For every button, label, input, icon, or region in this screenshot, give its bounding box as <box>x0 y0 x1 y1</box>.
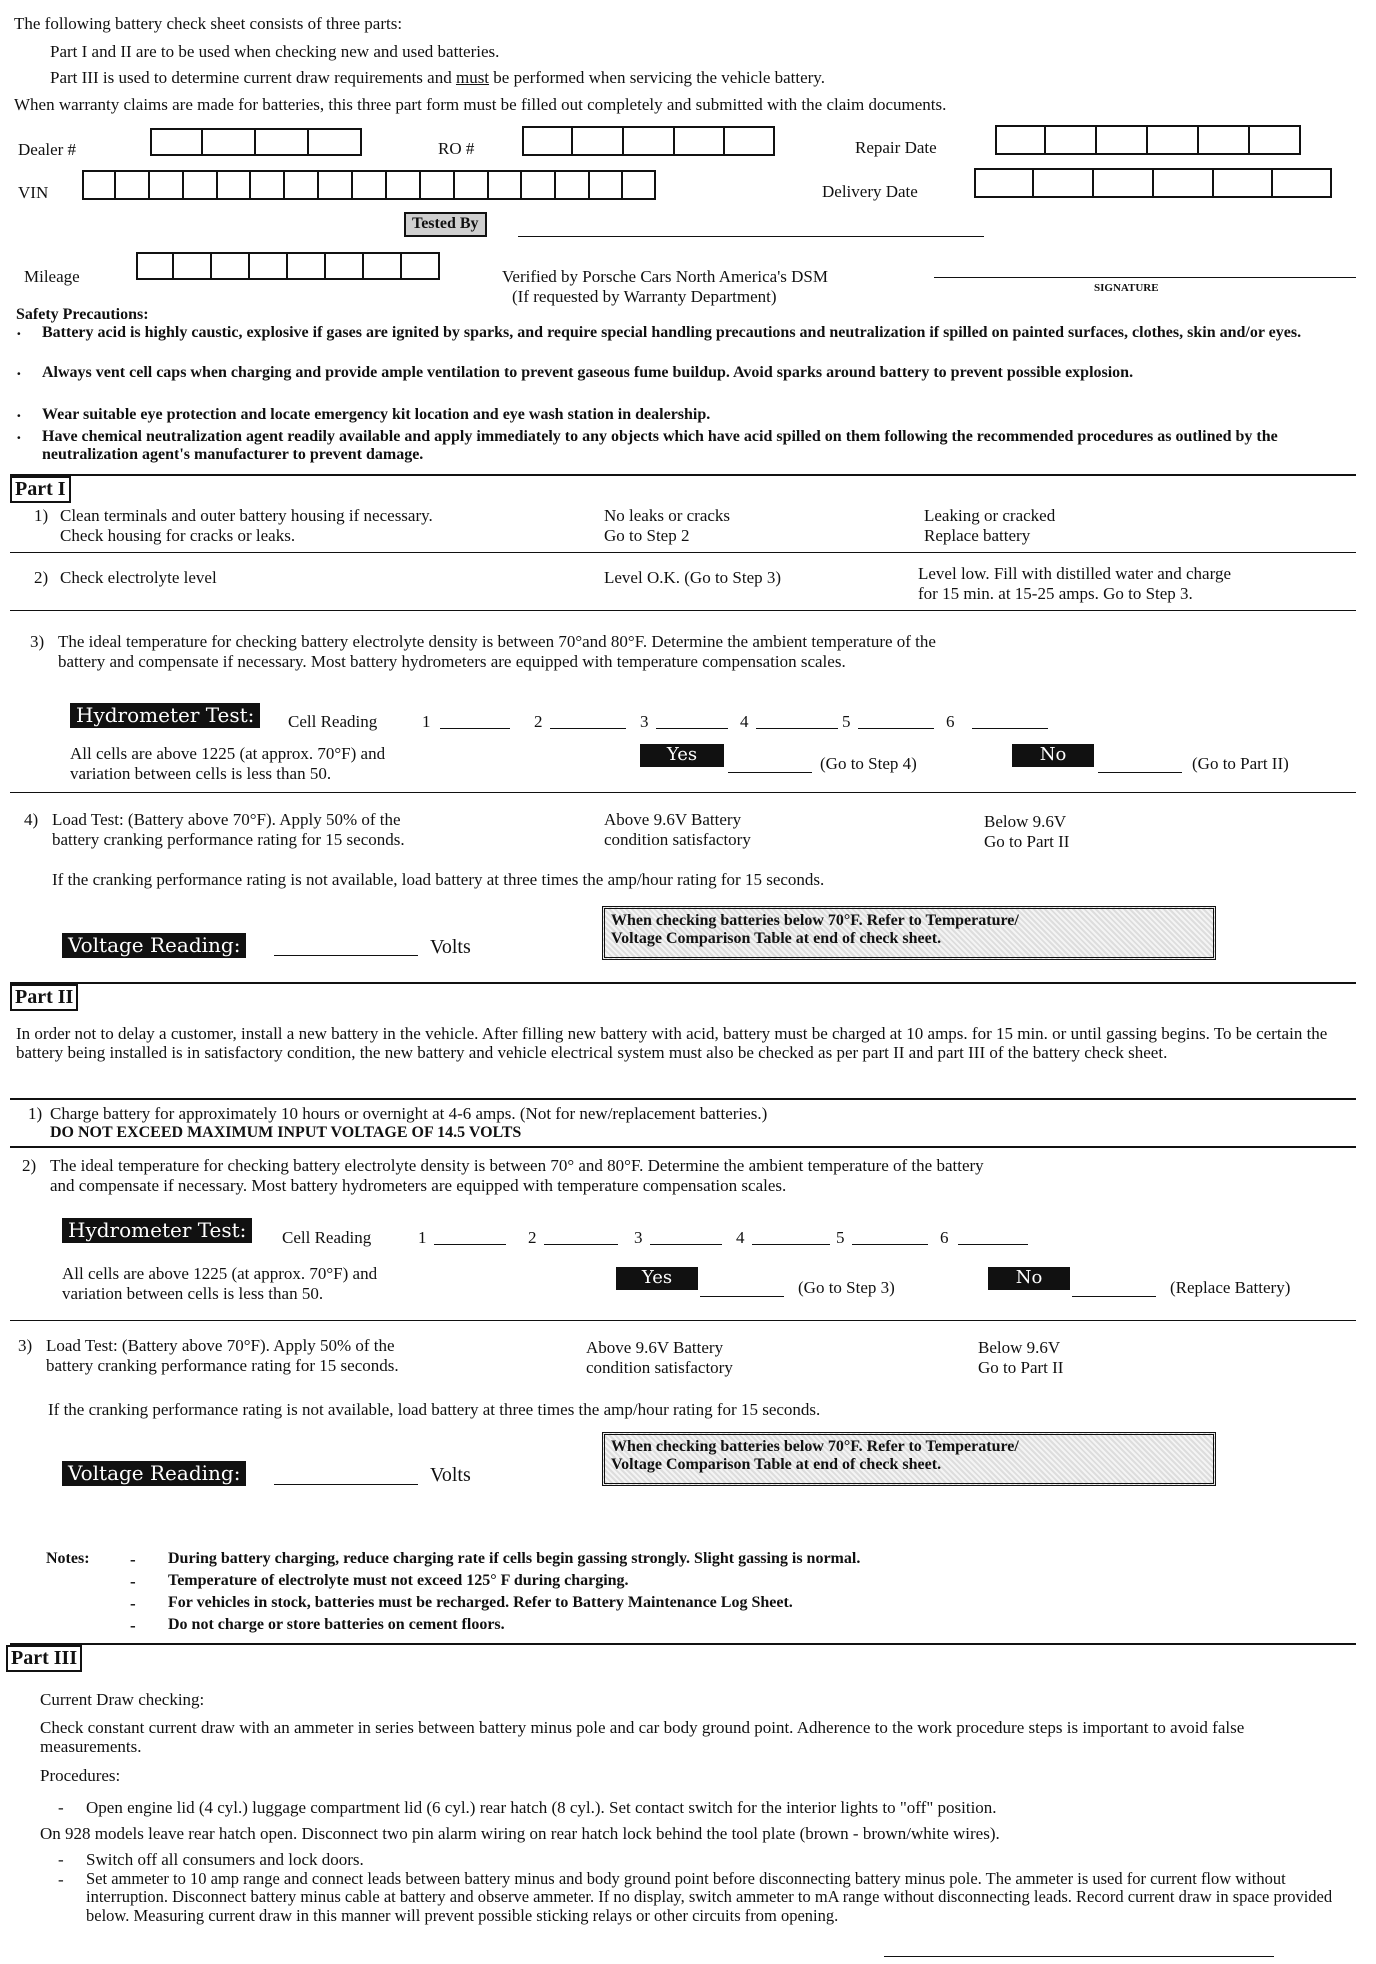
p1-step1-text1: Clean terminals and outer battery housing if necessary. <box>60 506 433 525</box>
safety-title: Safety Precautions: <box>16 306 149 323</box>
p1-rule-2 <box>10 610 1356 611</box>
p3-dash-1: - <box>58 1798 64 1817</box>
p2-hydrometer-label: Hydrometer Test: <box>62 1218 252 1243</box>
p1-cell-6-blank[interactable] <box>972 728 1048 729</box>
p1-no-go: (Go to Part II) <box>1192 754 1289 773</box>
p1-rule-3 <box>10 792 1356 793</box>
p1-step3-text1: The ideal temperature for checking battery electrolyte density is between 70°and 80°F. Determine the ambient temperature of the <box>58 632 936 651</box>
safety-bullet-2: · <box>16 364 22 383</box>
notes-dash-2: - <box>130 1572 136 1591</box>
delivery-date-label: Delivery Date <box>822 182 918 201</box>
p2-yes-blank[interactable] <box>700 1296 784 1297</box>
intro-line-3: Part III is used to determine current draw requirements and must be performed when servicing the vehicle battery. <box>50 68 825 87</box>
p2-step2-text2: and compensate if necessary. Most battery hydrometers are equipped with temperature compensation scales. <box>50 1176 787 1195</box>
p1-step4-bad1: Below 9.6V <box>984 812 1067 831</box>
p2-step3-text2: battery cranking performance rating for 15 seconds. <box>46 1356 399 1375</box>
part2-title: Part II <box>10 984 78 1011</box>
p1-step3-num: 3) <box>30 632 45 651</box>
p2-step3-ok2: condition satisfactory <box>586 1358 733 1377</box>
p1-yes-go: (Go to Step 4) <box>820 754 917 773</box>
mileage-boxes[interactable] <box>136 252 440 280</box>
p2-cell-5-blank[interactable] <box>852 1244 928 1245</box>
p1-no-blank[interactable] <box>1098 772 1182 773</box>
ro-label: RO # <box>438 139 475 158</box>
p2-cell-2: 2 <box>528 1228 537 1247</box>
p2-volts-label: Volts <box>430 1464 471 1486</box>
p1-step1-num: 1) <box>34 506 49 525</box>
p3-proc-1: Open engine lid (4 cyl.) luggage compartment lid (6 cyl.) rear hatch (8 cyl.). Set contact switch for the interior lights to "off" position. <box>86 1798 997 1817</box>
p1-cell-2: 2 <box>534 712 543 731</box>
tested-by-line[interactable] <box>518 236 984 237</box>
p1-step1-text2: Check housing for cracks or leaks. <box>60 526 296 545</box>
p2-step3-bad1: Below 9.6V <box>978 1338 1061 1357</box>
p1-cell-reading-label: Cell Reading <box>288 712 378 731</box>
p1-step2-bad2: for 15 min. at 15-25 amps. Go to Step 3. <box>918 584 1193 603</box>
dealer-label: Dealer # <box>18 140 77 159</box>
p3-dash-2: - <box>58 1850 64 1869</box>
p1-step4-ok2: condition satisfactory <box>604 830 751 849</box>
p2-voltage-blank[interactable] <box>274 1484 418 1485</box>
p1-cells-text1: All cells are above 1225 (at approx. 70°F) and <box>70 744 386 763</box>
p2-step3-bad2: Go to Part II <box>978 1358 1064 1377</box>
notes-item-3: For vehicles in stock, batteries must be recharged. Refer to Battery Maintenance Log Sheet. <box>168 1594 793 1611</box>
intro-line-4: When warranty claims are made for batteries, this three part form must be filled out completely and submitted with the claim documents. <box>14 95 947 114</box>
p1-cell-3-blank[interactable] <box>656 728 728 729</box>
safety-item-1: Battery acid is highly caustic, explosive if gases are ignited by sparks, and require special handling precautions and neutralization if spilled on painted surfaces, clothes, skin and/or eyes. <box>42 324 1302 341</box>
verified-label: Verified by Porsche Cars North America's DSM <box>502 267 829 286</box>
p1-warn-line2: Voltage Comparison Table at end of check sheet. <box>611 930 942 948</box>
p1-step4-num: 4) <box>24 810 39 829</box>
p2-cell-6-blank[interactable] <box>958 1244 1028 1245</box>
safety-bullet-4: · <box>16 428 22 447</box>
p2-step3-num: 3) <box>18 1336 33 1355</box>
p1-warn-line1: When checking batteries below 70°F. Refer to Temperature/ <box>611 912 1019 929</box>
p1-cell-5-blank[interactable] <box>858 728 934 729</box>
notes-item-2: Temperature of electrolyte must not exceed 125° F during charging. <box>168 1572 629 1589</box>
p1-cell-1-blank[interactable] <box>440 728 510 729</box>
notes-dash-3: - <box>130 1594 136 1613</box>
safety-item-3: Wear suitable eye protection and locate emergency kit location and eye wash station in dealership. <box>42 406 711 423</box>
p1-temperature-warning <box>602 906 1216 960</box>
p1-step2-num: 2) <box>34 568 49 587</box>
p2-cells-text2: variation between cells is less than 50. <box>62 1284 324 1303</box>
p2-step3-ok1: Above 9.6V Battery <box>586 1338 724 1357</box>
p1-cell-3: 3 <box>640 712 649 731</box>
p1-volts-label: Volts <box>430 936 471 958</box>
notes-dash-1: - <box>130 1550 136 1569</box>
dealer-number-boxes[interactable] <box>150 128 362 156</box>
p2-warn-line1: When checking batteries below 70°F. Refer to Temperature/ <box>611 1438 1019 1455</box>
vin-label: VIN <box>18 183 49 202</box>
mileage-label: Mileage <box>24 267 80 286</box>
p2-cell-2-blank[interactable] <box>544 1244 618 1245</box>
notes-dash-4: - <box>130 1616 136 1635</box>
p2-cell-reading-label: Cell Reading <box>282 1228 372 1247</box>
safety-item-4: Have chemical neutralization agent readily available and apply immediately to any objects which have acid spilled on them following the recommended procedures as outlined by the neutralization agent's manufacturer to prevent damage. <box>42 428 1278 463</box>
safety-item-2: Always vent cell caps when charging and provide ample ventilation to prevent gaseous fume buildup. Avoid sparks around battery to prevent possible explosion. <box>42 364 1134 381</box>
p1-cell-4: 4 <box>740 712 749 731</box>
p2-voltage-label: Voltage Reading: <box>62 1461 246 1486</box>
p1-cell-6: 6 <box>946 712 955 731</box>
delivery-date-boxes[interactable] <box>974 168 1332 198</box>
part3-title: Part III <box>6 1645 82 1672</box>
p1-step2-ok: Level O.K. (Go to Step 3) <box>604 568 782 587</box>
p1-step2-bad1: Level low. Fill with distilled water and charge <box>918 564 1232 583</box>
p3-procedures: Procedures: <box>40 1766 121 1785</box>
p1-hydrometer-label: Hydrometer Test: <box>70 703 260 728</box>
p2-cell-1-blank[interactable] <box>434 1244 506 1245</box>
signature-line[interactable] <box>934 277 1356 278</box>
verified-note: (If requested by Warranty Department) <box>512 287 777 306</box>
p1-step3-text2: battery and compensate if necessary. Most battery hydrometers are equipped with temperature compensation scales. <box>58 652 846 671</box>
p1-load-note: If the cranking performance rating is not available, load battery at three times the amp/hour rating for 15 seconds. <box>52 870 825 889</box>
repair-date-boxes[interactable] <box>995 125 1301 155</box>
p3-check-text: Check constant current draw with an ammeter in series between battery minus pole and car body ground point. Adherence to the work procedure steps is important to avoid false measurements. <box>40 1718 1245 1757</box>
p1-cell-1: 1 <box>422 712 431 731</box>
p1-cell-5: 5 <box>842 712 851 731</box>
p2-rule-3 <box>10 1320 1356 1321</box>
p2-cell-5: 5 <box>836 1228 845 1247</box>
p2-step1-num: 1) <box>28 1104 43 1123</box>
p2-cell-4-blank[interactable] <box>752 1244 830 1245</box>
part2-intro: In order not to delay a customer, install a new battery in the vehicle. After filling new battery with acid, battery must be charged at 10 amps. for 15 min. or until gassing begins. To be certain the battery being installed is in satisfactory condition, the new battery and vehicle electrical system must also be checked as per part II and part III of the battery check sheet. <box>16 1024 1328 1063</box>
p1-step1-bad2: Replace battery <box>924 526 1031 545</box>
p2-step1-text: Charge battery for approximately 10 hours or overnight at 4-6 amps. (Not for new/replacement batteries.) <box>50 1104 768 1123</box>
p1-voltage-label: Voltage Reading: <box>62 933 246 958</box>
p2-cell-6: 6 <box>940 1228 949 1247</box>
intro-line-2: Part I and II are to be used when checking new and used batteries. <box>50 42 500 61</box>
p2-cell-3: 3 <box>634 1228 643 1247</box>
p1-voltage-blank[interactable] <box>274 955 418 956</box>
p1-cell-2-blank[interactable] <box>550 728 626 729</box>
p1-step4-ok1: Above 9.6V Battery <box>604 810 742 829</box>
p2-step3-text1: Load Test: (Battery above 70°F). Apply 50% of the <box>46 1336 395 1355</box>
p1-rule-1 <box>10 552 1356 553</box>
p3-current-draw: Current Draw checking: <box>40 1690 205 1709</box>
part1-top-rule <box>10 474 1356 476</box>
p3-proc-928: On 928 models leave rear hatch open. Disconnect two pin alarm wiring on rear hatch lock behind the tool plate (brown - brown/white wires). <box>40 1824 1000 1843</box>
signature-caption: SIGNATURE <box>1094 282 1159 294</box>
p1-step4-text2: battery cranking performance rating for 15 seconds. <box>52 830 405 849</box>
p1-cells-text2: variation between cells is less than 50. <box>70 764 332 783</box>
p3-proc-2: Switch off all consumers and lock doors. <box>86 1850 364 1869</box>
ro-number-boxes[interactable] <box>522 126 775 156</box>
p2-step2-text1: The ideal temperature for checking battery electrolyte density is between 70° and 80°F. Determine the ambient temperature of the battery <box>50 1156 984 1175</box>
part2-top-rule <box>10 982 1356 984</box>
intro-line-1: The following battery check sheet consists of three parts: <box>14 14 403 33</box>
p2-no-blank[interactable] <box>1072 1296 1156 1297</box>
p2-cell-1: 1 <box>418 1228 427 1247</box>
p2-cell-4: 4 <box>736 1228 745 1247</box>
notes-item-1: During battery charging, reduce charging rate if cells begin gassing strongly. Slight gassing is normal. <box>168 1550 861 1567</box>
p2-yes-go: (Go to Step 3) <box>798 1278 895 1297</box>
p1-cell-4-blank[interactable] <box>756 728 838 729</box>
p2-no-go: (Replace Battery) <box>1170 1278 1291 1297</box>
p2-load-note: If the cranking performance rating is not available, load battery at three times the amp/hour rating for 15 seconds. <box>48 1400 821 1419</box>
p1-step1-bad1: Leaking or cracked <box>924 506 1056 525</box>
p1-yes-blank[interactable] <box>728 772 812 773</box>
p1-step4-text1: Load Test: (Battery above 70°F). Apply 50% of the <box>52 810 401 829</box>
repair-date-label: Repair Date <box>855 138 937 157</box>
p2-cell-3-blank[interactable] <box>650 1244 722 1245</box>
p1-step1-ok1: No leaks or cracks <box>604 506 731 525</box>
p2-temperature-warning <box>602 1432 1216 1486</box>
p1-no-label: No <box>1012 744 1094 767</box>
p1-step2-text: Check electrolyte level <box>60 568 217 587</box>
notes-item-4: Do not charge or store batteries on cement floors. <box>168 1616 505 1633</box>
part3-top-rule <box>10 1643 1356 1645</box>
notes-label: Notes: <box>46 1550 90 1567</box>
p1-yes-label: Yes <box>640 744 724 767</box>
safety-bullet-1: · <box>16 324 22 343</box>
safety-bullet-3: · <box>16 406 22 425</box>
p3-current-draw-blank[interactable] <box>884 1956 1274 1957</box>
p1-step4-bad2: Go to Part II <box>984 832 1070 851</box>
p3-dash-3: - <box>58 1870 64 1889</box>
p2-no-label: No <box>988 1267 1070 1290</box>
p2-yes-label: Yes <box>616 1267 698 1290</box>
p2-rule-2 <box>10 1146 1356 1148</box>
p3-proc-3: Set ammeter to 10 amp range and connect leads between battery minus and body ground point before disconnecting battery minus pole. The ammeter is used for current flow without interruption. Disconnect battery minus cable at battery and observe ammeter. If no display, switch ammeter to mA range without disconnecting leads. Record current draw in space provided below. Measuring current draw in this manner will prevent possible sticking relays or other circuits from opening. <box>86 1869 1333 1925</box>
part1-title: Part I <box>10 476 71 503</box>
p2-rule-1 <box>10 1098 1356 1100</box>
vin-boxes[interactable] <box>82 170 656 200</box>
p2-cells-text1: All cells are above 1225 (at approx. 70°F) and <box>62 1264 378 1283</box>
tested-by-label: Tested By <box>404 212 487 237</box>
p1-step1-ok2: Go to Step 2 <box>604 526 690 545</box>
p2-step2-num: 2) <box>22 1156 37 1175</box>
p2-step1-warning: DO NOT EXCEED MAXIMUM INPUT VOLTAGE OF 14.5 VOLTS <box>50 1124 522 1141</box>
p2-warn-line2: Voltage Comparison Table at end of check sheet. <box>611 1456 942 1474</box>
